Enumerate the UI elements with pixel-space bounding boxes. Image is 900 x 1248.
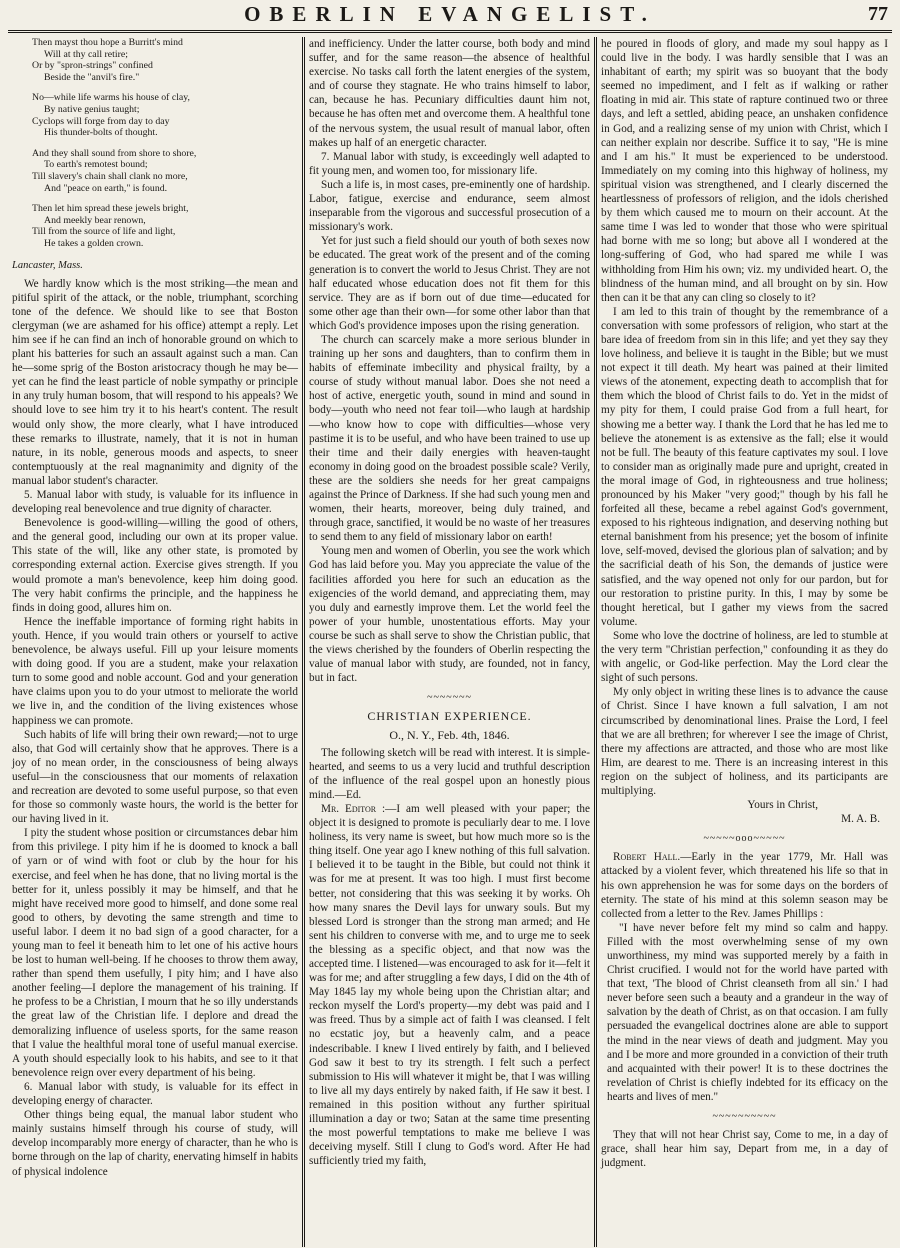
poem [12, 37, 298, 250]
editor-intro: The following sketch will be read with interest. It is simple-hearted, and seems to us a very lucid and truthful description of the influence of the real gospel upon an honestly pious mind.—Ed. [309, 746, 590, 801]
letter-closing: Yours in Christ, [747, 799, 818, 812]
section-heading: CHRISTIAN EXPERIENCE. [367, 709, 532, 724]
paragraph: Benevolence is good-willing—willing the good of others, and the general good, including our own at its proper value. This state of the will, like any other state, is promoted by corresponding external action. Exercise gives strength. If you would promote a man's benevolence, keep him doing good. The very habit confirms the principle, and the happiness he finds in doing good, allures him on. [12, 517, 298, 614]
poem-line: Then let him spread these jewels bright, [32, 203, 189, 215]
paragraph: Some who love the doctrine of holiness, are led to stumble at the very term "Christian perfection," confounding it as they do with angelic, or God-like perfection. May the Lord clear the sight of such persons. [601, 629, 888, 685]
poem-stanza [32, 203, 298, 249]
paragraph: 6. Manual labor with study, is valuable for its effect in developing energy of character. [12, 1080, 298, 1108]
section-divider: ~~~~~~~ [427, 692, 472, 704]
dateline: O., N. Y., Feb. 4th, 1846. [389, 727, 510, 742]
poem-stanza [32, 92, 298, 138]
paragraph: he poured in floods of glory, and made my soul happy as I could live in the body. I was hardly sensible that I was an inhabitant of earth; my spirit was so buoyant that the body seemed no impediment, and I felt as if walking or rather floating in mid air. This state of rapture continued two or three days, and left a settled, abiding peace, an unshaken confidence in God, and a realizing sense of my union with Christ, which I can neither explain nor describe. Suffice it to say, "He is mine and I am his." It must be experienced to be understood. Immediately on my coming into this highway of holiness, my spiritual vision was strengthened, and I clearly discerned the heartlessness of professors of religion, and the idols cherished by them which caused me to mourn on their account. At the same time I was led to wonder that those who were spiritual had borne with me so long; but above all I wondered at the long-suffering of God, who had spared me while I was withholding from Him his own; viz. my undivided heart. O, the blindness of the human mind, and all brought on by sin. How then can it be that any can cling so closely to it? [601, 38, 888, 304]
columns [8, 37, 892, 1247]
paragraph: Hence the ineffable importance of forming right habits in youth. Hence, if you would train others or yourself to active benevolence, be always useful. Fill up your leisure moments with doing good. If you are a student, make your relaxation turn to some good and noble account. God and your generation have claims upon you to do your utmost to meliorate the world we live in, and the condition of the living existences whose happiness we can promote. [12, 615, 298, 727]
poem-line: His thunder-bolts of thought. [44, 127, 158, 139]
letter-signature: M. A. B. [841, 813, 880, 826]
paragraph: 7. Manual labor with study, is exceedingly well adapted to fit young men, and women too, for missionary life. [309, 150, 590, 177]
poem-line: And meekly bear renown, [44, 214, 146, 226]
column-1 [8, 37, 302, 1247]
column-2 [302, 37, 594, 1247]
paragraph: 5. Manual labor with study, is valuable for its influence in developing real benevolence and true dignity of character. [12, 489, 298, 516]
hall-text: —Early in the year 1779, Mr. Hall was attacked by a violent fever, which threatened his life so that in his own apprehension he was for some days on the borders of eternity. The state of his mind at this solemn season may be collected from a letter to the Rev. James Phillips : [601, 851, 888, 920]
paragraph: Young men and women of Oberlin, you see the work which God has laid before you. May you appreciate the value of the facilities afforded you here for such an education as the exigencies of the world demand, and appreciating them, may you duly and earnestly improve them. Let the world feel the power of your humble, unostentatious efforts. May your course be such as shall serve to show the Christian public, that the views cherished by the founders of Oberlin respecting the value of manual labor with study, are founded, not in fancy, but in fact. [309, 545, 590, 685]
paragraph: Other things being equal, the manual labor student who mainly sustains himself through his course of study, will develop incomparably more energy of character, than he who is borne through on the lap of charity, enervating himself in habits of physical indolence [12, 1109, 298, 1178]
poem-line: By native genius taught; [44, 103, 140, 115]
letter-paragraph [309, 802, 590, 1168]
poem-line: To earth's remotest bound; [44, 159, 148, 171]
column-3 [594, 37, 892, 1247]
hall-lead: Robert Hall. [613, 851, 681, 864]
poem-signoff: Lancaster, Mass. [12, 259, 83, 271]
masthead [8, 0, 892, 33]
poem-line: Till slavery's chain shall clank no more, [32, 170, 188, 182]
poem-line: Or by "spron-strings" confined [32, 60, 153, 72]
paragraph: I pity the student whose position or circumstances debar him from this privilege. I pity him if he is doomed to knock a ball of yarn or of wind with foot or club by the hour for his exercise, and feel when he has done, that no living mortal is the better for it, unless possibly it may be himself, and that he might have received more good to himself, and done some real good to others, by devoting the same strength and time to useful labor. I deem it no bad sign of a good character, for a young man to feel it beneath him to let one of his active hours be lost to human well-being. If he chooses to throw them away, rather than spend them usefully, I pity him; and I have also another feeling—I deplore the management of his training. If he profess to be a Christian, I mourn that he so illy understands the great law of the Christian life. I deplore and dread the demoralizing influence of useless sports, for the same reason that I value the healthful moral tone of useful manual exercise. A youth should especially look to his habits, and see to it that benevolence reign over every department of his being. [12, 827, 298, 1079]
poem-line: Then mayst thou hope a Burritt's mind [32, 37, 183, 48]
letter-salutation: Mr. Editor : [321, 802, 386, 815]
poem-stanza [32, 37, 298, 83]
page-number: 77 [868, 3, 888, 25]
poem-line: Will at thy call retire; [44, 48, 128, 60]
paragraph: My only object in writing these lines is to advance the cause of Christ. Since I have known a full salvation, I am not circumscribed by denominational lines. Praise the Lord, I feel that we are all brethren; for wherever I see the image of Christ, there my affections are attracted, and those who are most like Him, are dearest to me. There is an increasing interest in this region on the subject of holiness, and its participants are multiplying. [601, 686, 888, 797]
poem-stanza [32, 148, 298, 194]
paragraph: and inefficiency. Under the latter course, both body and mind suffer, and for the same reason—the absence of healthful exercise. No tasks call forth the latent energies of the system, and of course they stagnate. He who trains himself to labor, can, because he has. Pecuniary difficulties daunt him not, because he has often met and overcome them. A healthful tone of the nervous system, the usual result of manual labor, often makes up half of an energetic character. [309, 38, 590, 149]
section-divider: ~~~~~~~~~~ [712, 1111, 777, 1123]
masthead-title: OBERLIN EVANGELIST. [244, 2, 656, 26]
poem-line: Till from the source of life and light, [32, 226, 176, 238]
letter-text: —I am well pleased with your paper; the object it is designed to promote is peculiarly dear to me. I love holiness, its very name is sweet, but how much more so is the thing itself. One year ago I knew nothing of this full salvation. I believed it to be taught in the Bible, but could not think it was for me at present. It was too high. I must first become better, not considering that this was seeking it by works. Oh how many snares the Devil lays for unwary souls. But my blessed Lord is stronger than the strong man armed; and He sent his children to converse with me, and to urge me to seek the blessing as a specific object, and that now was the accepted time. I listened—was encouraged to ask for it—felt it was for me; and after struggling a few days, I did on the 4th of May 1845 lay my whole being upon the Christian altar; and reckon myself the Lord's property—my debt was paid and I was freed. Thus by a simple act of faith I was cleansed. I felt no ecstatic joy, but a heavenly calm, and a peace indescribable. I knew I lived entirely by faith, and I believed God saw it best to try its strength. I felt such a perfect submission to His will whatever it might be, that I was willing to live all my days entirely by naked faith, if He saw it best. I remained in this position without any further spiritual illumination a day or two; Satan at the same time presenting the most powerful temptations to make me believe I was deceiving myself. Still I clung to God's word. After He had sufficiently tried my faith, [309, 802, 590, 1168]
poem-line: Cyclops will forge from day to day [32, 115, 170, 127]
poem-line: No—while life warms his house of clay, [32, 92, 190, 104]
paragraph: Such habits of life will bring their own reward;—not to urge also, that God will certainly show that he approves. There is a joy of no mean order, in the consciousness of being always useful—in the consciousness that our moments of relaxation and recreation are devoted to some useful purpose, so that even for those so commonly waste hours, the world is the better for our having lived in it. [12, 728, 298, 826]
paragraph: The church can scarcely make a more serious blunder in training up her sons and daughters, than to confirm them in habits of effeminate imbecility and physical frailty, by a course of study without manual labor. Does she not need a host of active, energetic youth, sound in mind and sound in body—youth who need not fear toil—who laugh at hardship—who know how to cope with difficulties—whose very pastime it is to be useful, and who have been trained to use up their time and their daily energies with heaven-taught economy in doing good on the broadest possible scale? Verily, these are the soldiers she needs for her great campaigns against the Prince of Darkness. If she had such young men and women, their hearts, moreover, being duly trained, and through grace, sanctified, it would be no waste of her treasures to send them to any field of missionary labor on earth! [309, 333, 590, 544]
poem-line: And "peace on earth," is found. [44, 182, 168, 194]
hall-paragraph [601, 850, 888, 920]
section-divider: ~~~~~ooo~~~~~ [703, 833, 786, 845]
closing-paragraph: They that will not hear Christ say, Come to me, in a day of grace, shall hear him say, Depart from me, in a day of judgment. [601, 1129, 888, 1170]
paragraph: Such a life is, in most cases, pre-eminently one of hardship. Labor, fatigue, exercise and endurance, seem almost inseparable from the vigorous and successful prosecution of a missionary's work. [309, 178, 590, 234]
paragraph: Yet for just such a field should our youth of both sexes now be educated. The great work of the present and of the coming generation is to convert the world to Jesus Christ. They are not half educated whose education does not fit them for this service. They are as if born out of due time—educated for some other age than their own—for some other labor than that which God's providence imposes upon the rising generation. [309, 235, 590, 332]
paragraph: We hardly know which is the most striking—the mean and pitiful spirit of the attack, or the noble, triumphant, scorching tone of the defence. We should like to see that Boston clergyman (we are ashamed for his office) attempt a reply. Let him see if he can find an inch of honorable ground on which to plant his batteries for such an assault against such a man. Can he—some sprig of the Boston aristocracy though he may be—yet can he find the least particle of noble sympathy or principle in any truly human bosom, that will respond to his appeals? We should love to see him try it to his heart's content. The result would only show, the more clearly, what I have introduced these remarks to illustrate, namely, that it is not in human nature, in its noble, generous moods and aspects, to sneer contemptuously at the real magnanimity and dignity of the manual labor student's character. [12, 277, 298, 487]
paragraph: I am led to this train of thought by the remembrance of a conversation with some professors of religion, who start at the bare idea of freedom from sin in this life; and yet they say they love holiness, and believe it is taught in the Bible; but we must not expect it till death. My heart was pained at their limited views of the atonement, expecting death to accomplish that for them which the blood of Christ fails to do. Yet in the midst of my pity for them, I could praise God from a full heart, for showing me a better way. I thank the Lord that he has led me to believe the atonement is as extensive as the fall; else it would not be full. The beauty of this feature captivates my soul. I love to consider man as originally made pure and upright, created in the moral image of God, in righteousness and true holiness; pronounced by his Maker "very good;" though by his fall he forfeited all these, became a rebel against God's government, exposed to his righteous indignation, and deserving nothing but eternal banishment from his presence; yet the bosom of infinite love, self-moved, devised the glorious plan of salvation; and by the sacrificial death of his Son, the demands of justice were satisfied, and the way opened not only for our pardon, but for our restoration to pristine purity. In this, I may by some be thought heretical, but I gather my views from the sacred volume. [601, 305, 888, 628]
poem-line: Beside the "anvil's fire." [44, 71, 140, 83]
hall-quote: "I have never before felt my mind so calm and happy. Filled with the most overwhelming sense of my own unworthiness, my mind was supported merely by a faith in Christ crucified. I would not for the world have parted with that text, 'The blood of Christ cleanseth from all sin.' I had never before seen such a beauty and a grandeur in the way of salvation by the death of Christ, as on that occasion. I am fully persuaded the evangelical doctrines alone are able to support the mind in the near views of death and judgment. May you and I be more and more grounded in a conviction of their truth and acquainted with their power! It is to these doctrines the revelation of Christ is chiefly indebted for its efficacy on the hearts and lives of men." [607, 921, 888, 1103]
poem-line: And they shall sound from shore to shore, [32, 147, 197, 159]
poem-line: He takes a golden crown. [44, 237, 144, 249]
